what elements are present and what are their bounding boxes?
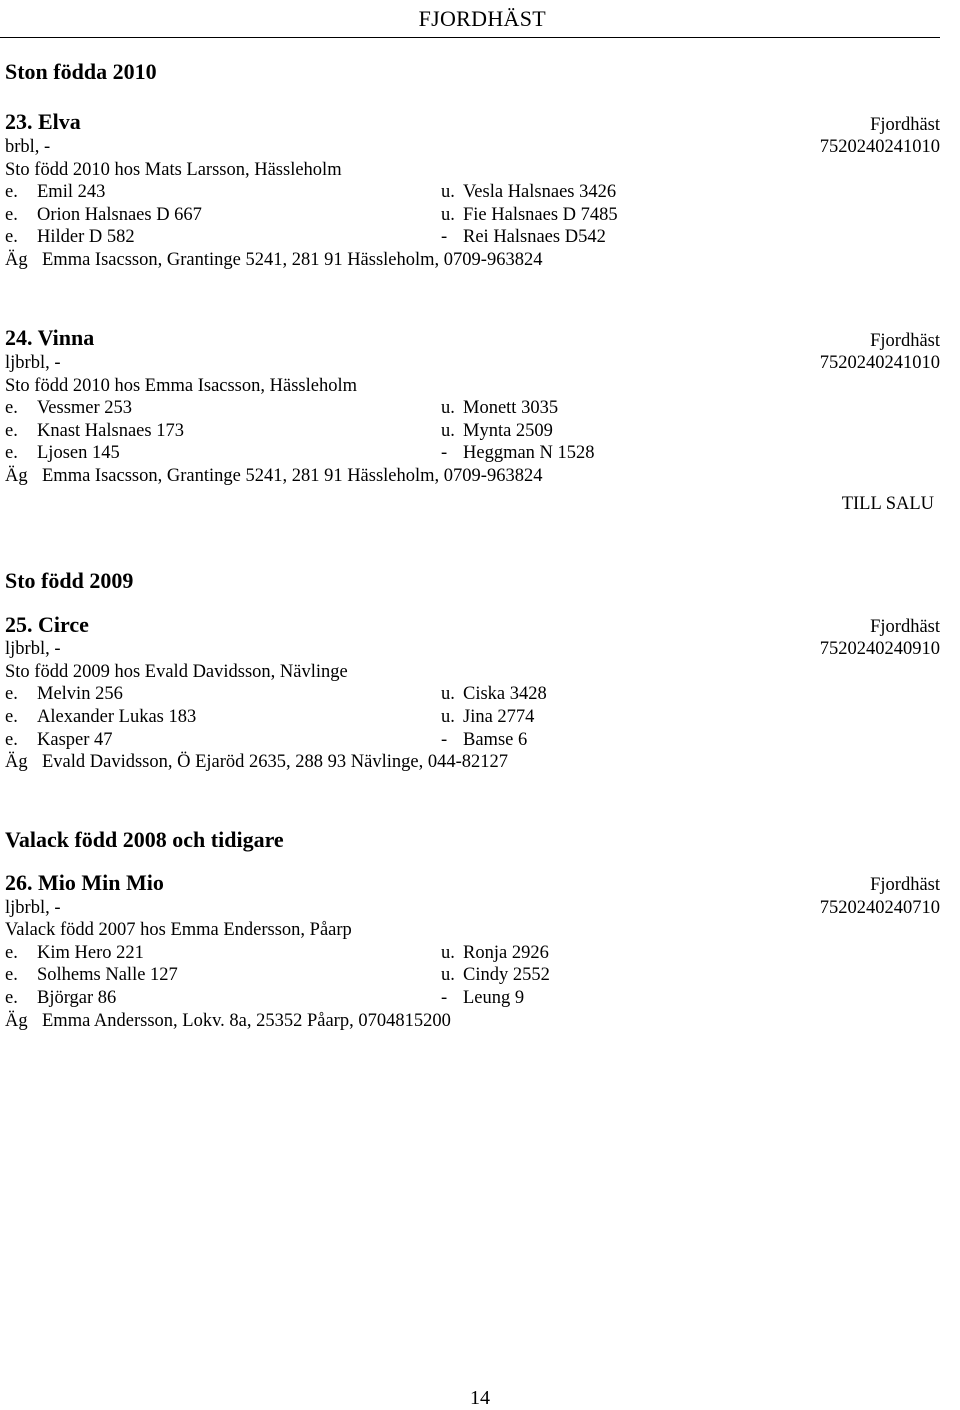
pedigree-sire: Emil 243: [37, 182, 106, 202]
pedigree-prefix: u.: [441, 182, 455, 202]
horse-name: 23. Elva: [5, 109, 81, 134]
pedigree-prefix: u.: [441, 421, 455, 441]
owner-prefix: Äg: [5, 752, 28, 772]
pedigree-sire: Vessmer 253: [37, 398, 133, 418]
pedigree-sire: Orion Halsnaes D 667: [37, 205, 202, 225]
owner-prefix: Äg: [5, 466, 28, 486]
horse-name: 26. Mio Min Mio: [5, 870, 164, 895]
page-number: 14: [470, 1387, 490, 1409]
horse-birth: Valack född 2007 hos Emma Endersson, Påarp: [5, 920, 352, 940]
horse-color: ljbrbl, -: [5, 353, 61, 373]
pedigree-dam: Ciska 3428: [463, 684, 547, 704]
pedigree-prefix: -: [441, 730, 448, 750]
pedigree-sire: Hilder D 582: [37, 227, 135, 247]
pedigree-prefix: e.: [5, 398, 18, 418]
section-heading: Valack född 2008 och tidigare: [5, 827, 284, 852]
pedigree-dam: Monett 3035: [463, 398, 559, 418]
pedigree-prefix: e.: [5, 684, 18, 704]
pedigree-prefix: u.: [441, 398, 455, 418]
header-divider: [0, 37, 940, 38]
pedigree-dam: Jina 2774: [463, 707, 535, 727]
pedigree-dam: Bamse 6: [463, 730, 528, 750]
pedigree-prefix: -: [441, 443, 448, 463]
pedigree-prefix: u.: [441, 684, 455, 704]
horse-owner: Emma Andersson, Lokv. 8a, 25352 Påarp, 0704815200: [42, 1011, 451, 1031]
pedigree-sire: Kasper 47: [37, 730, 113, 750]
pedigree-prefix: e.: [5, 965, 18, 985]
horse-reg-number: 7520240241010: [819, 137, 940, 157]
horse-reg-number: 7520240241010: [819, 353, 940, 373]
horse-name: 24. Vinna: [5, 325, 95, 350]
horse-birth: Sto född 2010 hos Mats Larsson, Hässleholm: [5, 160, 342, 180]
pedigree-prefix: e.: [5, 443, 18, 463]
owner-prefix: Äg: [5, 1011, 28, 1031]
pedigree-prefix: e.: [5, 707, 18, 727]
pedigree-sire: Alexander Lukas 183: [37, 707, 197, 727]
for-sale-note: TILL SALU: [841, 494, 934, 514]
horse-name: 25. Circe: [5, 612, 89, 637]
pedigree-dam: Cindy 2552: [463, 965, 550, 985]
horse-breed: Fjordhäst: [870, 115, 940, 135]
horse-color: ljbrbl, -: [5, 898, 61, 918]
horse-breed: Fjordhäst: [870, 617, 940, 637]
pedigree-dam: Vesla Halsnaes 3426: [463, 182, 617, 202]
pedigree-sire: Solhems Nalle 127: [37, 965, 178, 985]
pedigree-prefix: u.: [441, 205, 455, 225]
horse-breed: Fjordhäst: [870, 875, 940, 895]
horse-breed: Fjordhäst: [870, 331, 940, 351]
pedigree-sire: Kim Hero 221: [37, 943, 144, 963]
horse-birth: Sto född 2010 hos Emma Isacsson, Hässleholm: [5, 376, 357, 396]
pedigree-prefix: u.: [441, 965, 455, 985]
horse-owner: Emma Isacsson, Grantinge 5241, 281 91 Hässleholm, 0709-963824: [42, 250, 543, 270]
pedigree-prefix: -: [441, 227, 448, 247]
horse-owner: Emma Isacsson, Grantinge 5241, 281 91 Hässleholm, 0709-963824: [42, 466, 543, 486]
pedigree-prefix: u.: [441, 707, 455, 727]
horse-color: ljbrbl, -: [5, 639, 61, 659]
pedigree-sire: Knast Halsnaes 173: [37, 421, 184, 441]
pedigree-prefix: e.: [5, 421, 18, 441]
pedigree-dam: Fie Halsnaes D 7485: [463, 205, 618, 225]
pedigree-dam: Heggman N 1528: [463, 443, 595, 463]
horse-birth: Sto född 2009 hos Evald Davidsson, Nävlinge: [5, 662, 348, 682]
pedigree-sire: Björgar 86: [37, 988, 117, 1008]
pedigree-dam: Mynta 2509: [463, 421, 553, 441]
horse-color: brbl, -: [5, 137, 51, 157]
pedigree-prefix: e.: [5, 205, 18, 225]
horse-reg-number: 7520240240710: [819, 898, 940, 918]
pedigree-dam: Ronja 2926: [463, 943, 549, 963]
section-heading: Sto född 2009: [5, 568, 134, 593]
pedigree-prefix: -: [441, 988, 448, 1008]
page-header-title: FJORDHÄST: [418, 6, 546, 31]
pedigree-prefix: e.: [5, 227, 18, 247]
pedigree-sire: Ljosen 145: [37, 443, 120, 463]
pedigree-prefix: e.: [5, 988, 18, 1008]
pedigree-prefix: e.: [5, 182, 18, 202]
pedigree-prefix: u.: [441, 943, 455, 963]
pedigree-dam: Leung 9: [463, 988, 525, 1008]
section-heading: Ston födda 2010: [5, 59, 157, 84]
pedigree-prefix: e.: [5, 730, 18, 750]
pedigree-dam: Rei Halsnaes D542: [463, 227, 606, 247]
horse-owner: Evald Davidsson, Ö Ejaröd 2635, 288 93 Nävlinge, 044-82127: [42, 752, 509, 772]
pedigree-prefix: e.: [5, 943, 18, 963]
pedigree-sire: Melvin 256: [37, 684, 123, 704]
owner-prefix: Äg: [5, 250, 28, 270]
horse-reg-number: 7520240240910: [819, 639, 940, 659]
